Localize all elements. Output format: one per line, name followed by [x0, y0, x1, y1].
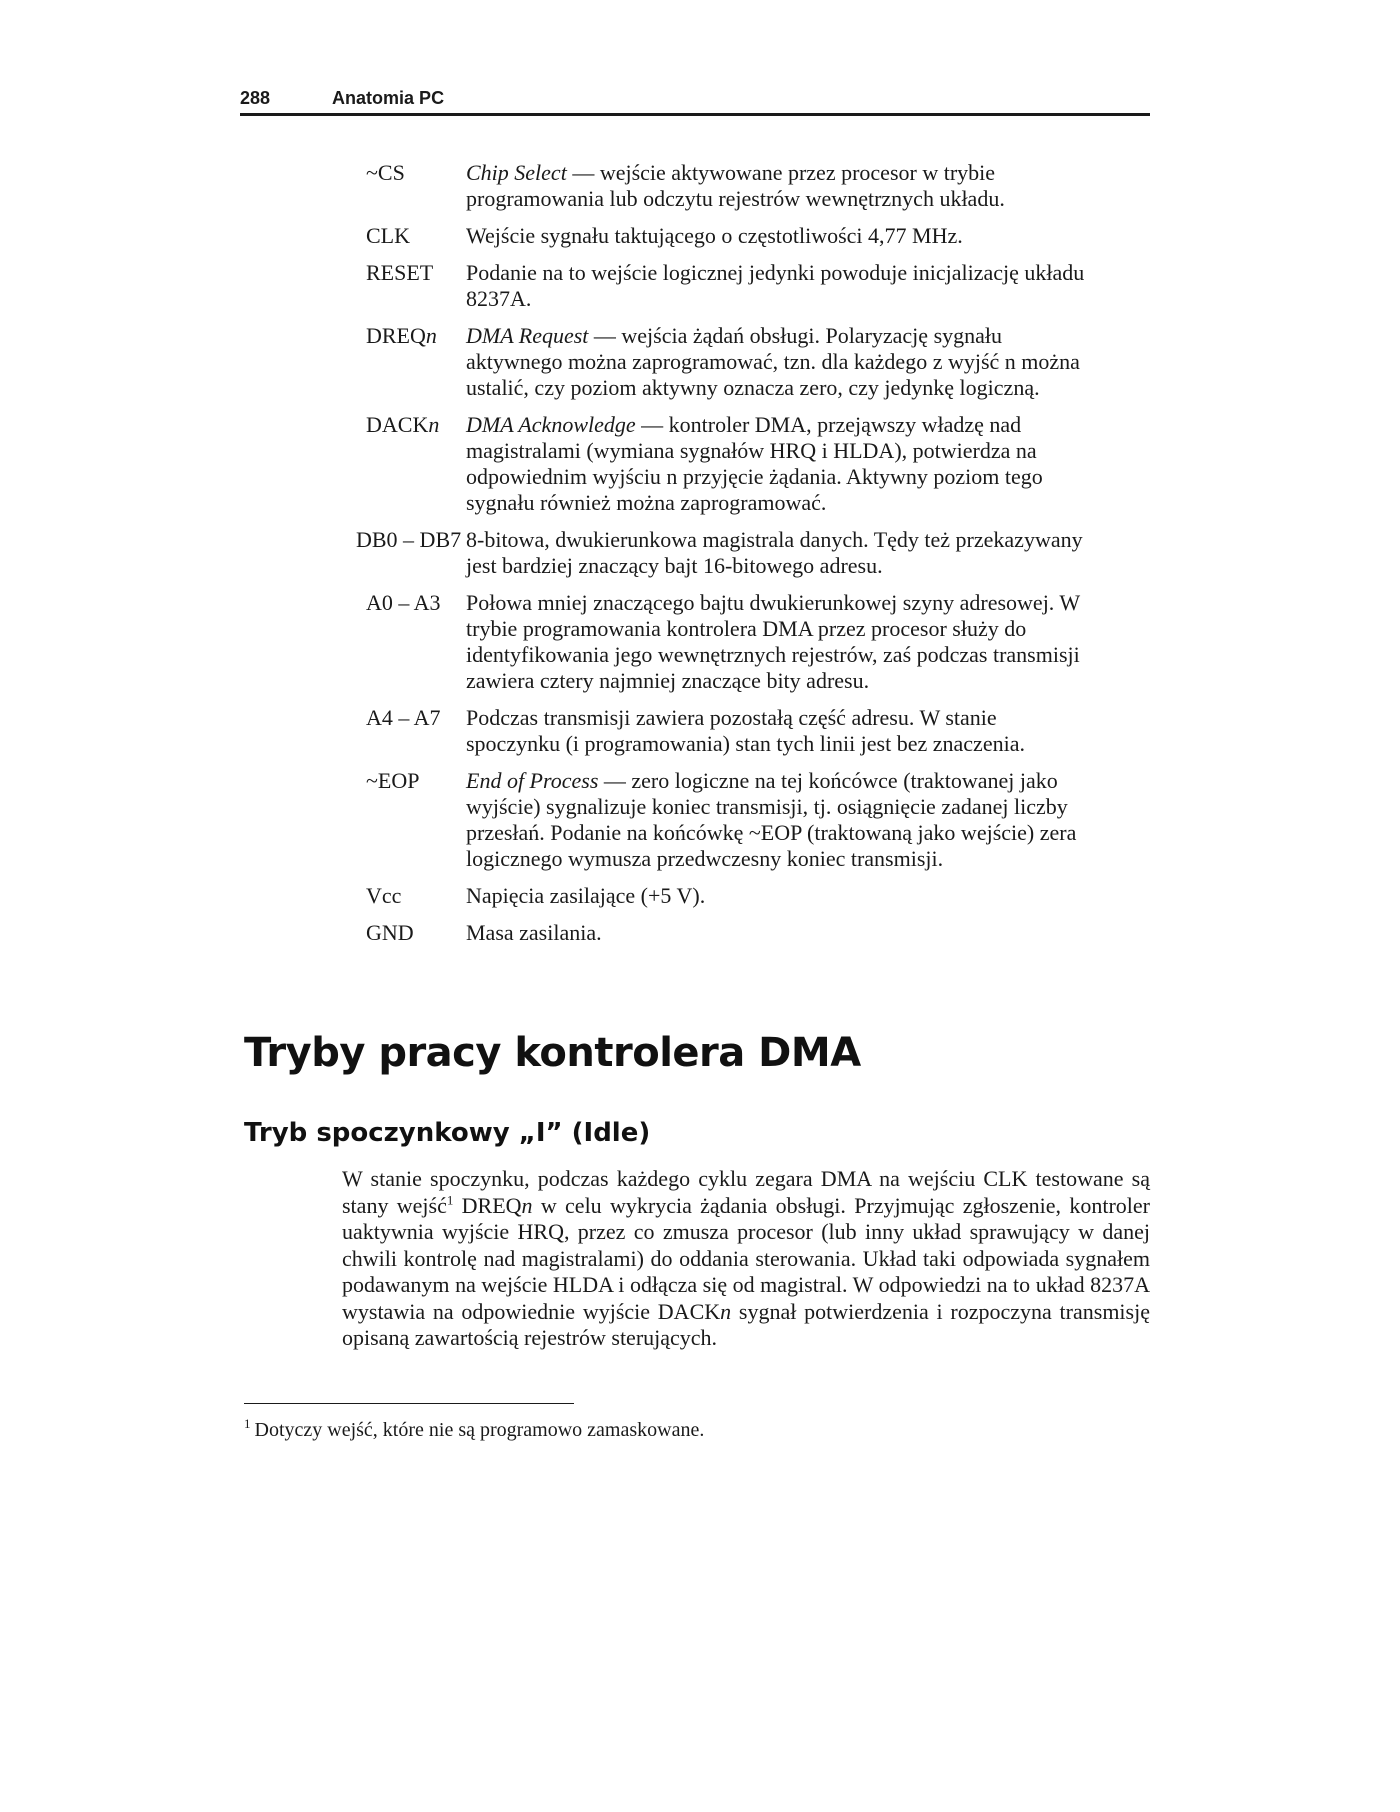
signal-name: CLK — [366, 223, 410, 248]
footnote-text: Dotyczy wejść, które nie są programowo zamaskowane. — [254, 1419, 705, 1441]
signal-description: End of Process — zero logiczne na tej końcówce (traktowanej jako wyjście) sygnalizuje koniec transmisji, tj. osiągnięcie zadanej liczby przesłań. Podanie na końcówkę ~EOP (traktowaną jako wejście) zera logicznego wymusza przedwczesny koniec transmisji. — [466, 768, 1077, 871]
signal-description: Połowa mniej znaczącego bajtu dwukierunkowej szyny adresowej. W trybie programowania kontrolera DMA przez procesor służy do identyfikowania jego wewnętrznych rejestrów, zaś podczas transmisji zawiera cztery najmniej znaczące bity adresu. — [466, 590, 1080, 693]
signal-description: DMA Request — wejścia żądań obsługi. Polaryzację sygnału aktywnego można zaprogramować, tzn. dla każdego z wyjść n można ustalić, czy poziom aktywny oznacza zero, czy jedynkę logiczną. — [466, 323, 1080, 400]
signal-name: ~EOP — [366, 768, 420, 793]
signal-description: DMA Acknowledge — kontroler DMA, przejąwszy władzę nad magistralami (wymiana sygnałów HRQ i HLDA), potwierdza na odpowiednim wyjściu n przyjęcie żądania. Aktywny poziom tego sygnału również można zaprogramować. — [466, 412, 1043, 515]
signal-description: Chip Select — wejście aktywowane przez procesor w trybie programowania lub odczytu rejestrów wewnętrznych układu. — [466, 160, 1005, 211]
signal-row-db — [356, 527, 1116, 579]
signal-description: 8-bitowa, dwukierunkowa magistrala danych. Tędy też przekazywany jest bardziej znaczący bajt 16-bitowego adresu. — [466, 527, 1083, 578]
signal-name: GND — [366, 920, 414, 945]
signal-name: RESET — [366, 260, 434, 285]
subsection-heading: Tryb spoczynkowy „I” (Idle) — [244, 1118, 651, 1148]
signal-description: Podczas transmisji zawiera pozostałą część adresu. W stanie spoczynku (i programowania) stan tych linii jest bez znaczenia. — [466, 705, 1025, 756]
section-heading: Tryby pracy kontrolera DMA — [244, 1030, 861, 1076]
running-title: Anatomia PC — [332, 88, 445, 108]
footnote: $^1$ Dotyczy wejść, które nie są programowo zamaskowane. — [244, 1416, 705, 1441]
signal-name: ~CS — [366, 160, 405, 185]
signal-name: DREQn — [366, 323, 437, 348]
signal-list — [356, 160, 1116, 957]
signal-description: Wejście sygnału taktującego o częstotliwości 4,77 MHz. — [466, 223, 963, 248]
signal-name: Vcc — [366, 883, 402, 908]
signal-name: DB0 – DB7 — [356, 527, 462, 552]
signal-name: A4 – A7 — [366, 705, 441, 730]
signal-name: A0 – A3 — [366, 590, 441, 615]
signal-row-clk — [356, 223, 1116, 249]
signal-row-dreq — [356, 323, 1116, 401]
footnote-ref: 1 — [446, 1192, 454, 1208]
signal-row-dack — [356, 412, 1116, 516]
signal-row-reset — [356, 260, 1116, 312]
signal-description: Masa zasilania. — [466, 920, 602, 945]
signal-row-a0-a3 — [356, 590, 1116, 694]
signal-row-gnd — [356, 920, 1116, 946]
page-header — [240, 88, 1150, 116]
signal-name: DACKn — [366, 412, 440, 437]
body-paragraph: W stanie spoczynku, podczas każdego cyklu zegara DMA na wejściu CLK testowane są stany wejść$^1$ DREQn w celu wykrycia żądania obsługi. Przyjmując zgłoszenie, kontroler uaktywnia wyjście HRQ, przez co zmusza procesor (lub inny układ sprawujący w danej chwili kontrolę nad magistralami) do oddania sterowania. Układ taki odpowiada sygnałem podawanym na wejście HLDA i odłącza się od magistral. W odpowiedzi na to układ 8237A wystawia na odpowiednie wyjście DACKn sygnał potwierdzenia i rozpoczyna transmisję opisaną zawartością rejestrów sterujących. — [342, 1166, 1151, 1350]
signal-row-vcc — [356, 883, 1116, 909]
footnote-divider — [244, 1403, 574, 1404]
signal-row-cs — [356, 160, 1116, 212]
page-number: 288 — [240, 88, 271, 108]
signal-description: Napięcia zasilające (+5 V). — [466, 883, 706, 908]
signal-description: Podanie na to wejście logicznej jedynki powoduje inicjalizację układu 8237A. — [466, 260, 1085, 311]
signal-row-eop — [356, 768, 1116, 872]
signal-row-a4-a7 — [356, 705, 1116, 757]
